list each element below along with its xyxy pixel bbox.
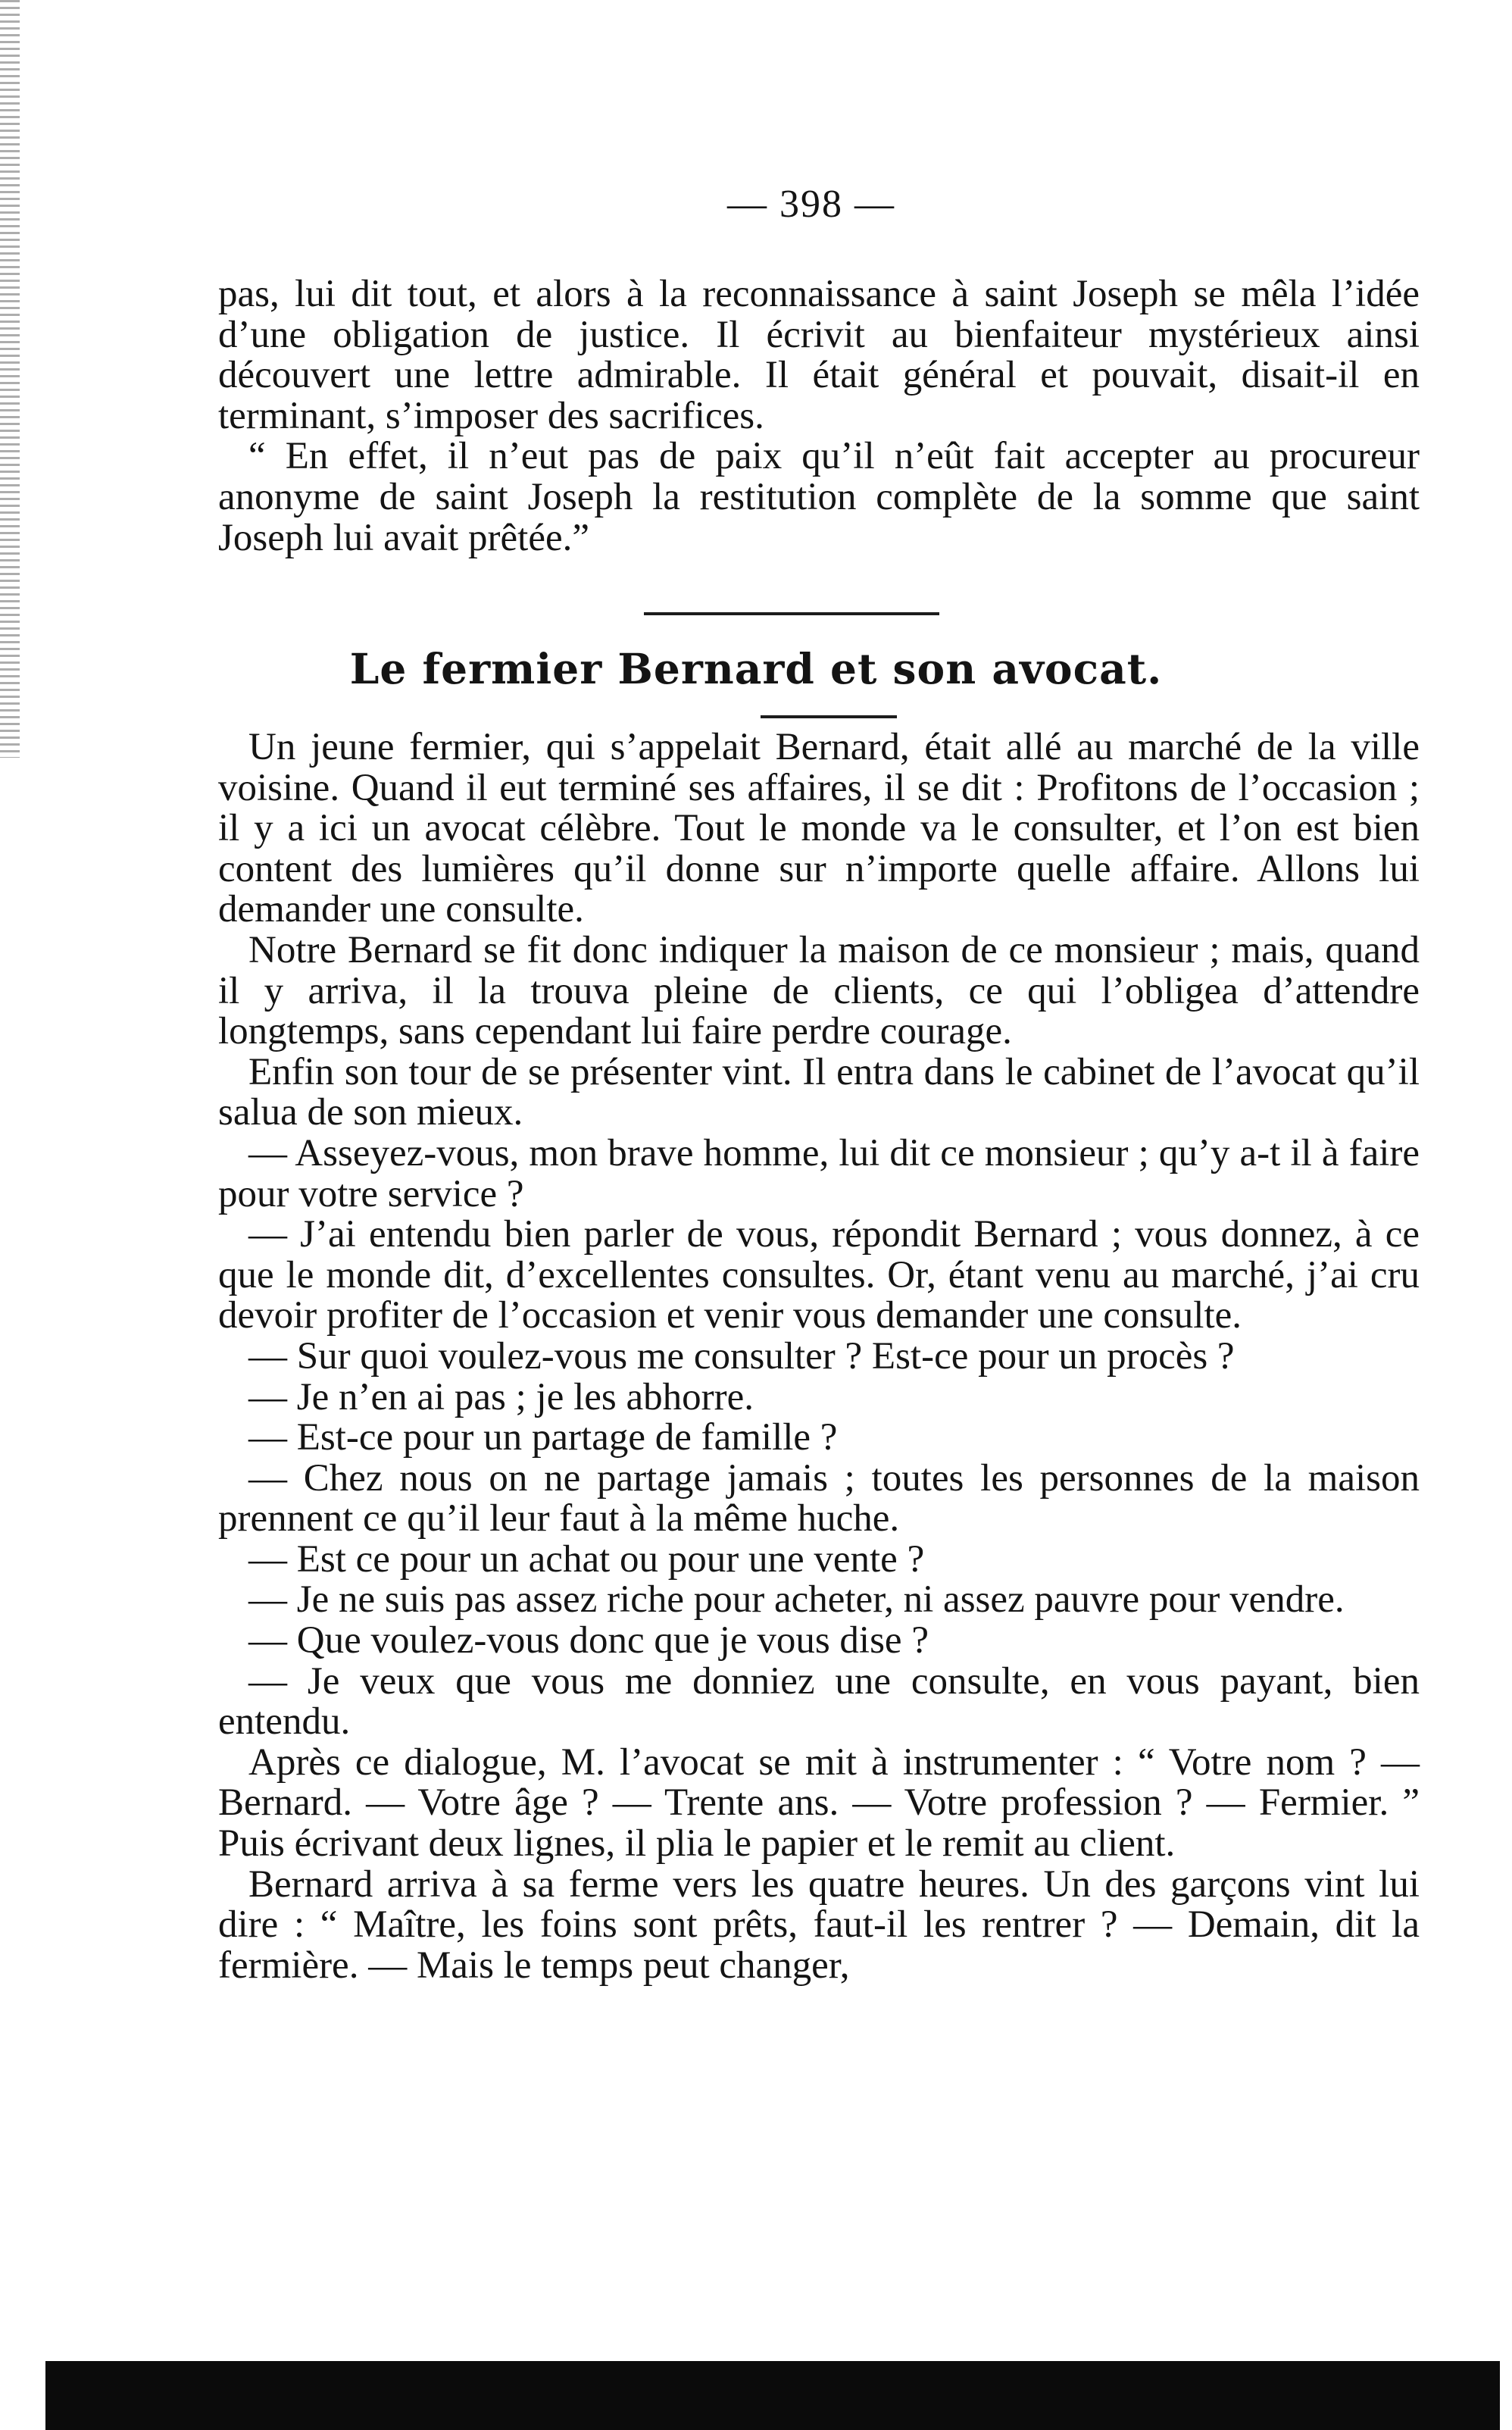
dialogue-line: — Est ce pour un achat ou pour une vente ?	[248, 1537, 925, 1581]
paragraph: “ En effet, il n’eut pas de paix qu’il n’eût fait accepter au procureur anonyme de saint Joseph la restitution complète de la somme que saint Joseph lui avait prêtée.”	[218, 435, 1420, 559]
top-text-block	[218, 274, 1420, 558]
section-title: Le fermier Bernard et son avocat.	[349, 644, 1163, 693]
dialogue-line: — Chez nous on ne partage jamais ; toutes les personnes de la maison prennent ce qu’il leur faut à la même huche.	[218, 1456, 1420, 1540]
paragraph: Après ce dialogue, M. l’avocat se mit à instrumenter : “ Votre nom ? — Bernard. — Votre âge ? — Trente ans. — Votre profession ? — Fermier. ” Puis écrivant deux lignes, il plia le papier et le remit au client.	[218, 1740, 1420, 1866]
main-text-block	[218, 727, 1420, 1986]
dialogue-line: — J’ai entendu bien parler de vous, répondit Bernard ; vous donnez, à ce que le monde dit, d’excellentes consultes. Or, étant venu au marché, j’ai cru devoir profiter de l’occasion et venir vous demander une consulte.	[218, 1213, 1420, 1337]
paragraph: Notre Bernard se fit donc indiquer la maison de ce monsieur ; mais, quand il y arriva, il la trouva pleine de clients, ce qui l’obligea d’attendre longtemps, sans cependant lui faire perdre courage.	[218, 928, 1420, 1053]
paragraph: pas, lui dit tout, et alors à la reconnaissance à saint Joseph se mêla l’idée d’une obligation de justice. Il écrivit au bienfaiteur mystérieux ainsi découvert une lettre admirable. Il était général et pouvait, disait-il en terminant, s’imposer des sacrifices.	[218, 273, 1420, 437]
dialogue-line: — Je ne suis pas assez riche pour acheter, ni assez pauvre pour vendre.	[248, 1578, 1345, 1622]
dialogue-line: — Que voulez-vous donc que je vous dise ?	[248, 1619, 929, 1662]
title-underline-rule	[761, 715, 897, 718]
paragraph: Un jeune fermier, qui s’appelait Bernard, était allé au marché de la ville voisine. Quand il eut terminé ses affaires, il se dit : Profitons de l’occasion ; il y a ici un avocat célèbre. Tout le monde va le consulter, et l’on est bien content des lumières qu’il donne sur n’importe quelle affaire. Allons lui demander une consulte.	[218, 726, 1420, 931]
dialogue-line: — Je n’en ai pas ; je les abhorre.	[248, 1375, 754, 1418]
dialogue-line: — Sur quoi voulez-vous me consulter ? Est-ce pour un procès ?	[248, 1334, 1235, 1378]
paragraph: Enfin son tour de se présenter vint. Il entra dans le cabinet de l’avocat qu’il salua de son mieux.	[218, 1050, 1420, 1134]
dialogue-line: — Je veux que vous me donniez une consulte, en vous payant, bien entendu.	[218, 1659, 1420, 1744]
paragraph: Bernard arriva à sa ferme vers les quatre heures. Un des garçons vint lui dire : “ Maître, les foins sont prêts, faut-il les rentrer ? — Demain, dit la fermière. — Mais le temps peut changer,	[218, 1862, 1420, 1987]
dialogue-line: — Est-ce pour un partage de famille ?	[248, 1416, 838, 1459]
page-number: — 398 —	[727, 183, 895, 226]
section-divider-rule	[644, 612, 939, 615]
dialogue-line: — Asseyez-vous, mon brave homme, lui dit ce monsieur ; qu’y a-t il à faire pour votre service ?	[218, 1131, 1420, 1215]
scan-bottom-edge	[45, 2361, 1500, 2430]
